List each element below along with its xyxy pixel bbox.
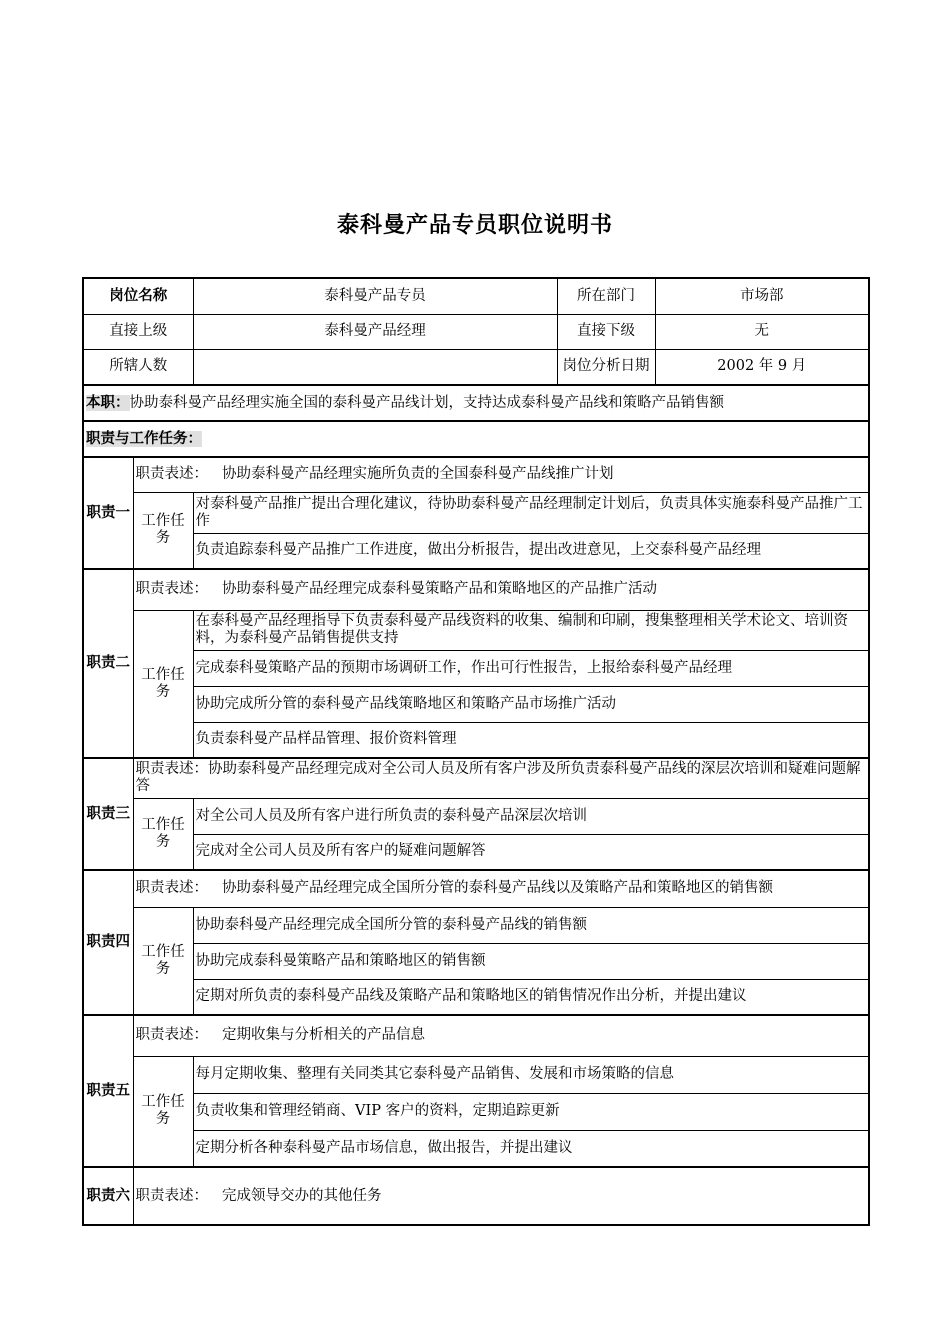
responsibility-2-desc: 协助泰科曼产品经理完成泰科曼策略产品和策略地区的产品推广活动 [222, 581, 657, 598]
subordinate-value: 无 [655, 314, 869, 349]
department-value: 市场部 [655, 278, 869, 314]
header-row-2 [83, 314, 869, 349]
responsibility-4-desc-cell [133, 870, 869, 907]
responsibility-3-desc-cell [133, 758, 869, 798]
responsibility-1-task-2: 负责追踪泰科曼产品推广工作进度，做出分析报告，提出改进意见，上交泰科曼产品经理 [193, 533, 869, 569]
responsibility-5-desc: 定期收集与分析相关的产品信息 [222, 1027, 425, 1044]
work-task-label: 工作任务 [133, 907, 193, 1015]
superior-value: 泰科曼产品经理 [193, 314, 557, 349]
responsibility-1-desc-cell [133, 457, 869, 492]
desc-label: 职责表述： [135, 466, 208, 483]
responsibility-1-label: 职责一 [83, 457, 133, 569]
responsibility-5-desc-cell [133, 1015, 869, 1056]
department-label: 所在部门 [557, 278, 655, 314]
responsibility-2-desc-cell [133, 569, 869, 610]
duty-row [83, 385, 869, 421]
responsibility-5-task-2: 负责收集和管理经销商、VIP 客户的资料，定期追踪更新 [193, 1093, 869, 1130]
responsibility-2-task-4: 负责泰科曼产品样品管理、报价资料管理 [193, 722, 869, 758]
position-name-value: 泰科曼产品专员 [193, 278, 557, 314]
work-task-label: 工作任务 [133, 1056, 193, 1167]
responsibility-6-desc: 完成领导交办的其他任务 [222, 1187, 382, 1204]
responsibility-4-label: 职责四 [83, 870, 133, 1015]
work-task-label: 工作任务 [133, 798, 193, 870]
responsibility-2-task-3: 协助完成所分管的泰科曼产品线策略地区和策略产品市场推广活动 [193, 686, 869, 722]
responsibility-5-task-1: 每月定期收集、整理有关同类其它泰科曼产品销售、发展和市场策略的信息 [193, 1056, 869, 1093]
responsibility-4-task-1: 协助泰科曼产品经理完成全国所分管的泰科曼产品线的销售额 [193, 907, 869, 943]
responsibility-3-task-2: 完成对全公司人员及所有客户的疑难问题解答 [193, 834, 869, 870]
responsibility-4-task-3: 定期对所负责的泰科曼产品线及策略产品和策略地区的销售情况作出分析，并提出建议 [193, 979, 869, 1015]
responsibility-2-task-1: 在泰科曼产品经理指导下负责泰科曼产品线资料的收集、编制和印刷，搜集整理相关学术论文、培训资料，为泰科曼产品销售提供支持 [193, 610, 869, 650]
section-title-cell [83, 421, 869, 457]
responsibility-5-task-3: 定期分析各种泰科曼产品市场信息，做出报告，并提出建议 [193, 1130, 869, 1167]
duty-text: 协助泰科曼产品经理实施全国的泰科曼产品线计划，支持达成泰科曼产品线和策略产品销售额 [129, 394, 724, 411]
responsibility-6-desc-cell [133, 1167, 869, 1225]
duty-label: 本职： [86, 394, 130, 411]
section-title: 职责与工作任务： [86, 430, 202, 447]
desc-label: 职责表述： [135, 1027, 208, 1044]
headcount-value [193, 349, 557, 385]
responsibility-4-task-2: 协助完成泰科曼策略产品和策略地区的销售额 [193, 943, 869, 979]
responsibility-4-desc: 协助泰科曼产品经理完成全国所分管的泰科曼产品线以及策略产品和策略地区的销售额 [222, 880, 773, 897]
headcount-label: 所辖人数 [83, 349, 193, 385]
desc-label: 职责表述： [135, 581, 208, 598]
section-title-row [83, 421, 869, 457]
responsibility-3-task-1: 对全公司人员及所有客户进行所负责的泰科曼产品深层次培训 [193, 798, 869, 834]
responsibility-1-desc: 协助泰科曼产品经理实施所负责的全国泰科曼产品线推广计划 [222, 466, 614, 483]
header-row-3 [83, 349, 869, 385]
desc-label: 职责表述： [135, 880, 208, 897]
header-row-1 [83, 278, 869, 314]
responsibility-3-desc: 协助泰科曼产品经理完成对全公司人员及所有客户涉及所负责泰科曼产品线的深层次培训和疑难问题解答 [135, 761, 861, 795]
responsibility-3-label: 职责三 [83, 758, 133, 870]
document-title: 泰科曼产品专员职位说明书 [336, 213, 613, 238]
desc-label: 职责表述： [135, 1187, 208, 1204]
work-task-label: 工作任务 [133, 492, 193, 569]
superior-label: 直接上级 [83, 314, 193, 349]
subordinate-label: 直接下级 [557, 314, 655, 349]
responsibility-2-label: 职责二 [83, 569, 133, 758]
responsibility-2-task-2: 完成泰科曼策略产品的预期市场调研工作，作出可行性报告，上报给泰科曼产品经理 [193, 650, 869, 686]
analysis-date-value: 2002 年 9 月 [655, 349, 869, 385]
responsibility-6-label: 职责六 [83, 1167, 133, 1225]
desc-label: 职责表述： [135, 761, 208, 778]
work-task-label: 工作任务 [133, 610, 193, 758]
duty-cell [83, 385, 869, 421]
position-name-label: 岗位名称 [83, 278, 193, 314]
responsibility-1-task-1: 对泰科曼产品推广提出合理化建议，待协助泰科曼产品经理制定计划后，负责具体实施泰科曼产品推广工作 [193, 492, 869, 533]
responsibility-5-label: 职责五 [83, 1015, 133, 1167]
analysis-date-label: 岗位分析日期 [557, 349, 655, 385]
job-description-table [82, 277, 870, 1226]
